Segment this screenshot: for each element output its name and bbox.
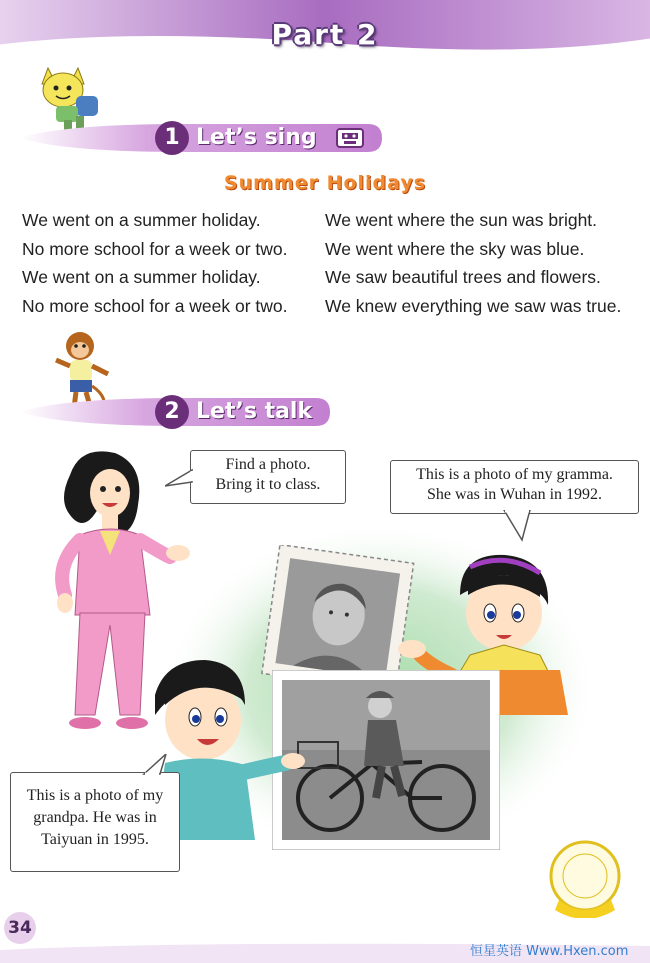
section-title-talk: Let’s talk — [196, 399, 313, 424]
page-number: 34 — [4, 912, 36, 944]
section-number: 1 — [155, 121, 189, 155]
bubble-tail — [500, 510, 540, 542]
bubble-line: Find a photo. — [225, 456, 311, 473]
lyric-line: No more school for a week or two. — [22, 238, 288, 259]
group-assessment-badge-icon — [545, 838, 625, 918]
lyric-line: We went where the sun was bright. — [325, 210, 598, 230]
lyrics-left-column — [22, 206, 288, 321]
cassette-icon[interactable] — [336, 128, 364, 148]
bubble-tail — [165, 468, 193, 488]
page-title: Part 2 — [271, 18, 379, 51]
bubble-tail — [140, 754, 170, 776]
lyric-line: We went on a summer holiday. — [22, 267, 261, 288]
girl-speech-bubble — [390, 460, 639, 514]
lyrics-right-column — [325, 206, 621, 321]
lyric-line: We went on a summer holiday. — [22, 210, 261, 230]
lyric-line: We saw beautiful trees and flowers. — [325, 267, 601, 288]
bubble-line: Bring it to class. — [215, 476, 321, 493]
bubble-line: This is a photo of my — [26, 787, 164, 804]
watermark: 恒星英语 Www.Hxen.com — [470, 944, 629, 959]
bubble-line: grandpa. He was in — [33, 809, 157, 826]
section-number: 2 — [155, 395, 189, 429]
song-title: Summer Holidays — [223, 172, 427, 194]
bubble-line: She was in Wuhan in 1992. — [426, 486, 603, 503]
boy-speech-bubble — [10, 772, 180, 872]
teacher-speech-bubble — [190, 450, 346, 504]
lyric-line: We knew everything we saw was true. — [325, 296, 622, 317]
bubble-line: This is a photo of my gramma. — [416, 466, 613, 483]
photo-grandpa — [272, 670, 500, 850]
lyric-line: We went where the sky was blue. — [325, 238, 585, 259]
section-title-sing: Let’s sing — [196, 125, 317, 150]
lyric-line: No more school for a week or two. — [22, 296, 288, 317]
bubble-line: Taiyuan in 1995. — [41, 831, 149, 848]
